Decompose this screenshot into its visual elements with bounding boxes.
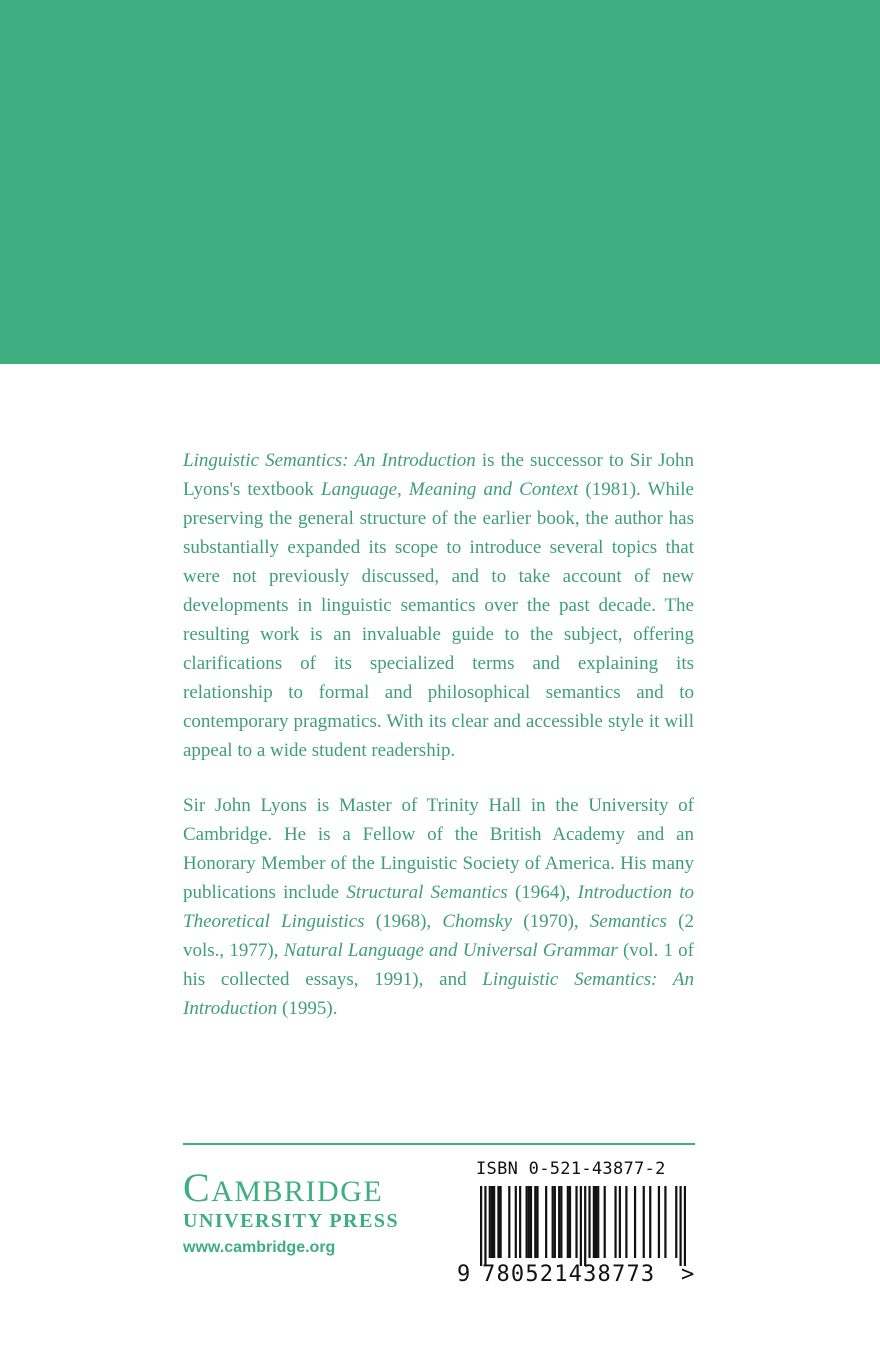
publisher-name: CAMBRIDGE xyxy=(183,1165,384,1210)
publication-title: Semantics xyxy=(589,911,667,932)
barcode-bar xyxy=(554,1186,556,1258)
barcode-bar xyxy=(480,1186,482,1266)
barcode-bar xyxy=(593,1186,595,1258)
barcode-bar xyxy=(536,1186,538,1258)
barcode-bar xyxy=(534,1186,536,1258)
publisher-url: www.cambridge.org xyxy=(183,1239,336,1256)
barcode-bar xyxy=(614,1186,616,1258)
barcode-bar xyxy=(569,1186,571,1258)
barcode-bar xyxy=(679,1186,681,1266)
barcode-bar xyxy=(597,1186,599,1258)
barcode-bar xyxy=(575,1186,577,1258)
barcode-bar xyxy=(519,1186,521,1258)
barcode-bar xyxy=(515,1186,517,1258)
barcode-bar xyxy=(508,1186,510,1258)
publication-title: Introduction to Theoretical Linguistics xyxy=(183,882,694,932)
barcode-bar xyxy=(545,1186,547,1258)
publisher-press: UNIVERSITY PRESS xyxy=(183,1210,400,1232)
barcode-end-mark: > xyxy=(681,1262,695,1287)
divider-rule xyxy=(183,1143,695,1145)
isbn-barcode xyxy=(480,1186,686,1266)
barcode-bar xyxy=(489,1186,491,1258)
barcode-bar xyxy=(530,1186,532,1258)
barcode-bar xyxy=(604,1186,606,1258)
cover-color-band xyxy=(0,0,880,364)
publication-title: Chomsky xyxy=(442,911,513,932)
barcode-bar xyxy=(584,1186,586,1266)
barcode-first-digit: 9 xyxy=(457,1262,471,1287)
barcode-bar xyxy=(558,1186,560,1258)
barcode-bar xyxy=(500,1186,502,1258)
description-paragraph: Linguistic Semantics: An Introduction is the successor to Sir John Lyons's textbook Language, Meaning and Context (1981). While preserving the general structure of the earlier book, the author has substantially expanded its scope to introduce several topics that were not previously discussed, and to take account of new developments in linguistic semantics over the past decade. The resulting work is an invaluable guide to the subject, offering clarifications of its specialized terms and explaining its relationship to formal and philosophical semantics and to contemporary pragmatics. With its clear and accessible style it will appeal to a wide student readership. xyxy=(183,450,694,761)
barcode-bar xyxy=(684,1186,686,1266)
barcode-bar xyxy=(484,1186,486,1266)
barcode-bar xyxy=(619,1186,621,1258)
barcode-bar xyxy=(580,1186,582,1266)
barcode-bar xyxy=(634,1186,636,1258)
barcode-bar xyxy=(567,1186,569,1258)
barcode-bar xyxy=(643,1186,645,1258)
barcode-bar xyxy=(491,1186,493,1258)
publisher-logo xyxy=(183,1165,443,1260)
barcode-bar xyxy=(560,1186,562,1258)
barcode-bar xyxy=(552,1186,554,1258)
barcode-bar xyxy=(526,1186,528,1258)
book-title: Linguistic Semantics: An Introduction xyxy=(183,450,476,471)
barcode-bar xyxy=(493,1186,495,1258)
barcode-bar xyxy=(497,1186,499,1258)
barcode-bar xyxy=(675,1186,677,1258)
barcode-bar xyxy=(664,1186,666,1258)
barcode-bar xyxy=(658,1186,660,1258)
previous-book-title: Language, Meaning and Context xyxy=(321,479,579,500)
author-bio-paragraph: Sir John Lyons is Master of Trinity Hall in the University of Cambridge. He is a Fellow of the British Academy and an Honorary Member of the Linguistic Society of America. His many publications include Structural Semantics (1964), Introduction to Theoretical Linguistics (1968), Chomsky (1970), Semantics (2 vols., 1977), Natural Language and Universal Grammar (vol. 1 of his collected essays, 1991), and Linguistic Semantics: An Introduction (1995). xyxy=(183,795,695,1019)
barcode-bar xyxy=(528,1186,530,1258)
barcode-bar xyxy=(625,1186,627,1258)
publication-title: Structural Semantics xyxy=(346,882,508,903)
barcode-bar xyxy=(649,1186,651,1258)
publication-title: Natural Language and Universal Grammar xyxy=(283,940,618,961)
barcode-digits: 780521438773 xyxy=(482,1262,656,1287)
back-cover-text xyxy=(183,446,694,1023)
publication-title: Linguistic Semantics: An Introduction xyxy=(183,969,694,1019)
barcode-bar xyxy=(588,1186,590,1258)
isbn-label: ISBN 0-521-43877-2 xyxy=(476,1159,666,1179)
barcode-bar xyxy=(595,1186,597,1258)
